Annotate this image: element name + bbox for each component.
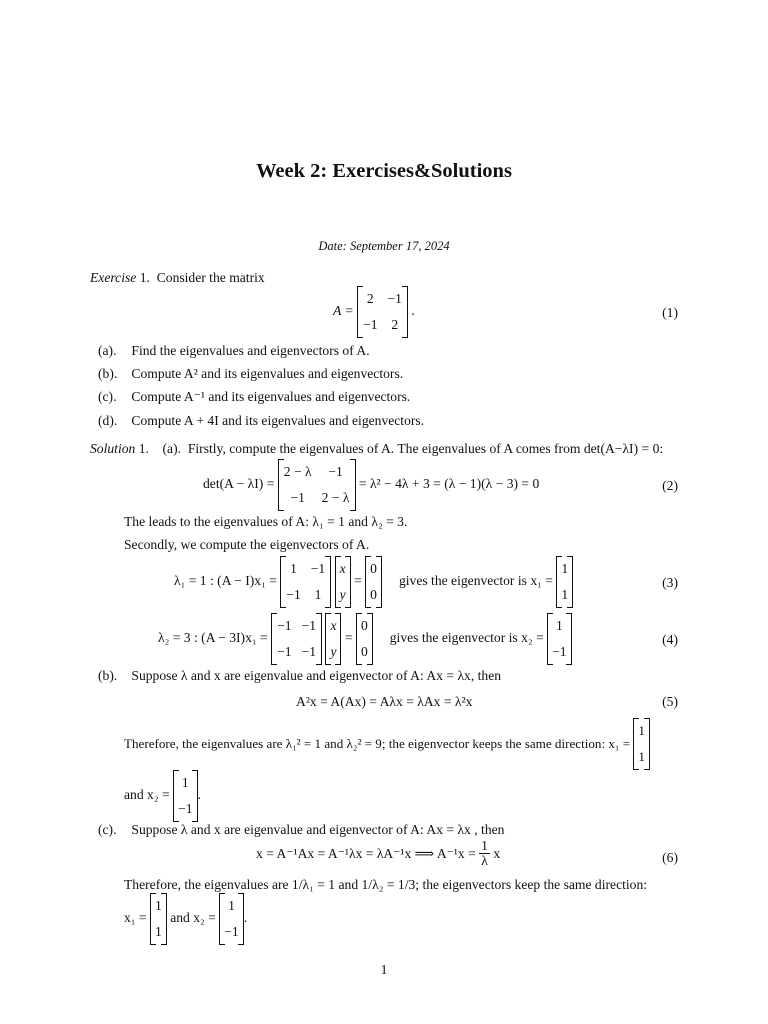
eq1-tail: .: [411, 303, 415, 319]
unknown-vector: [335, 556, 351, 608]
matrix-cell: 2 − λ: [321, 490, 350, 505]
eq6-lhs: x = A⁻¹Ax = A⁻¹λx = λA⁻¹x ⟹ A⁻¹x =: [256, 845, 476, 861]
fraction-denominator: λ: [479, 853, 490, 868]
vector-cell: −1: [224, 924, 239, 939]
solution-b-text: Therefore, the eigenvalues are λ₁² = 1 and λ₂² = 9; the eigenvector keeps the same direction: x₁ =: [124, 736, 631, 751]
equation-number-6: (6): [662, 850, 678, 865]
matrix-cell: 1: [290, 561, 297, 576]
vector-cell: x: [339, 561, 346, 576]
equation-1: [333, 286, 415, 338]
part-label: (d).: [98, 413, 118, 428]
matrix-cell: −1: [290, 490, 305, 505]
matrix-a: [357, 286, 408, 338]
exercise-part-a: [98, 343, 370, 359]
equation-4: λ₂ = 3 : (A − 3I)x₁ = −1 −1 −1 −1 x y = 0 0 gives the eigenvector is x₂ = 1 −1: [158, 613, 572, 665]
matrix-cell: 2: [366, 291, 374, 306]
vector-cell: 1: [561, 587, 569, 602]
solution-a-line3: Secondly, we compute the eigenvectors of A.: [124, 537, 370, 552]
part-label: (c).: [98, 389, 117, 404]
solution-b-intro: Suppose λ and x are eigenvalue and eigenvector of A: Ax = λx, then: [131, 668, 502, 683]
eq2-lhs: det(A − λI) =: [203, 476, 275, 492]
matrix-a-minus-3i: [271, 613, 322, 665]
fraction-numerator: 1: [481, 838, 488, 853]
eq2-rhs: = λ² − 4λ + 3 = (λ − 1)(λ − 3) = 0: [358, 476, 540, 492]
vector-cell: 0: [360, 618, 368, 633]
part-label: (a).: [162, 441, 182, 456]
equation-number-2: (2): [662, 478, 678, 493]
solution-c-intro-line: [98, 822, 504, 838]
equation-2: [203, 459, 539, 511]
eigenvector-1: [633, 718, 650, 770]
vector-cell: 0: [360, 644, 368, 659]
eigenvector-2: [219, 893, 243, 945]
solution-a-intro: Firstly, compute the eigenvalues of A. The eigenvalues of A comes from det(A−λI) = 0:: [187, 441, 664, 456]
equation-5: A²x = A(Ax) = Aλx = λAx = λ²x: [296, 694, 473, 709]
vector-cell: 1: [638, 723, 645, 738]
equation-number-3: (3): [662, 575, 678, 590]
matrix-cell: −1: [363, 317, 378, 332]
matrix-cell: −1: [310, 561, 326, 576]
equation-number-5: (5): [662, 694, 678, 709]
solution-c-line2: Therefore, the eigenvalues are 1/λ₁ = 1 and 1/λ₂ = 1/3; the eigenvectors keep the same direction:: [124, 877, 648, 892]
part-text: Find the eigenvalues and eigenvectors of A.: [131, 343, 370, 358]
solution-heading: [90, 441, 663, 457]
solution-number: 1.: [138, 441, 149, 456]
unknown-vector: [325, 613, 341, 665]
vector-cell: y: [330, 644, 337, 659]
solution-b-line3: and x₂ = 1 −1 .: [124, 770, 201, 822]
matrix-a-minus-i: [280, 556, 331, 608]
eq3-lhs: λ₁ = 1 : (A − I)x₁ =: [174, 573, 277, 589]
zero-vector: [356, 613, 373, 665]
matrix-cell: −1: [286, 587, 301, 602]
characteristic-matrix: [278, 459, 356, 511]
solution-c-line3: x₁ = 1 1 and x₂ = 1 −1 .: [124, 893, 247, 945]
eigenvector-1: [150, 893, 167, 945]
page-number: 1: [380, 962, 388, 977]
eq4-mid: gives the eigenvector is x₂ =: [389, 630, 544, 646]
matrix-cell: −1: [387, 291, 402, 306]
part-label: (b).: [98, 668, 118, 683]
solution-c-intro: Suppose λ and x are eigenvalue and eigenvector of A: Ax = λx , then: [131, 822, 505, 837]
solution-b-and: and x₂ =: [124, 787, 170, 803]
vector-cell: 0: [370, 561, 377, 576]
vector-cell: 0: [370, 587, 377, 602]
part-label: (a).: [98, 343, 117, 358]
solution-c-x1: x₁ =: [124, 910, 147, 926]
vector-cell: 1: [181, 775, 189, 790]
matrix-cell: −1: [277, 618, 292, 633]
eigenvector-2: [173, 770, 197, 822]
eigenvector-2: [547, 613, 571, 665]
equation-3: λ₁ = 1 : (A − I)x₁ = 1 −1 −1 1 x y = 0 0 gives the eigenvector is x₁ = 1 1: [174, 556, 573, 608]
vector-cell: 1: [155, 898, 162, 913]
matrix-cell: 2 − λ: [283, 464, 312, 479]
exercise-label: Exercise: [90, 270, 137, 285]
vector-cell: −1: [178, 801, 193, 816]
eq3-mid: gives the eigenvector is x₁ =: [398, 573, 553, 589]
part-label: (b).: [98, 366, 118, 381]
solution-c-and: and x₂ =: [170, 910, 216, 926]
solution-b-intro-line: [98, 668, 501, 684]
document-date: Date: September 17, 2024: [318, 239, 450, 253]
fraction: [479, 839, 490, 869]
exercise-part-d: [98, 413, 424, 429]
vector-cell: −1: [552, 644, 567, 659]
vector-cell: 1: [561, 561, 569, 576]
vector-cell: 1: [555, 618, 563, 633]
matrix-cell: −1: [277, 644, 292, 659]
eq4-lhs: λ₂ = 3 : (A − 3I)x₁ =: [158, 630, 268, 646]
exercise-heading: [90, 270, 265, 286]
vector-cell: 1: [638, 749, 645, 764]
page-title: Week 2: Exercises&Solutions: [256, 160, 512, 182]
part-text: Compute A⁻¹ and its eigenvalues and eigenvectors.: [131, 389, 411, 404]
vector-cell: x: [330, 618, 337, 633]
matrix-cell: −1: [328, 464, 343, 479]
exercise-intro: Consider the matrix: [156, 270, 265, 285]
solution-a-line2: The leads to the eigenvalues of A: λ₁ = 1 and λ₂ = 3.: [124, 514, 408, 529]
exercise-part-c: [98, 389, 410, 405]
part-label: (c).: [98, 822, 117, 837]
exercise-number: 1.: [139, 270, 150, 285]
equation-number-1: (1): [662, 305, 678, 320]
vector-cell: y: [339, 587, 346, 602]
eq6-rhs: x: [493, 845, 501, 861]
zero-vector: [365, 556, 382, 608]
matrix-cell: −1: [301, 644, 317, 659]
vector-cell: 1: [228, 898, 235, 913]
equation-number-4: (4): [662, 632, 678, 647]
eq1-lhs: A =: [333, 303, 354, 319]
equation-6: [256, 839, 500, 869]
part-text: Compute A² and its eigenvalues and eigenvectors.: [131, 366, 404, 381]
matrix-cell: 1: [314, 587, 322, 602]
exercise-part-b: [98, 366, 403, 382]
matrix-cell: 2: [391, 317, 399, 332]
solution-b-line2: [124, 718, 650, 770]
eigenvector-1: [556, 556, 573, 608]
matrix-cell: −1: [301, 618, 317, 633]
part-text: Compute A + 4I and its eigenvalues and eigenvectors.: [131, 413, 425, 428]
vector-cell: 1: [155, 924, 162, 939]
solution-label: Solution: [90, 441, 136, 456]
